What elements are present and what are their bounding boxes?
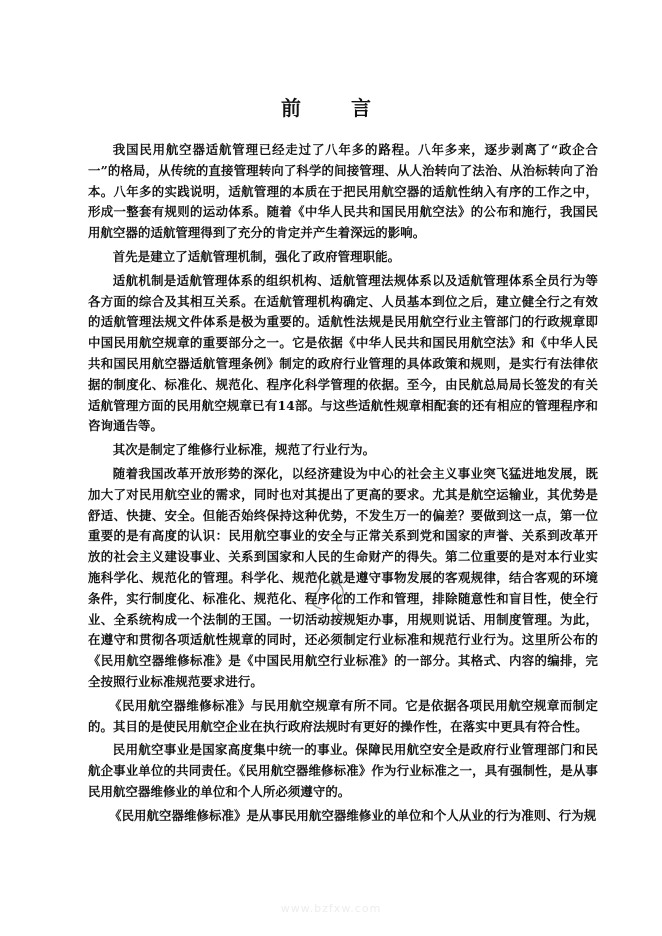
paragraph-heading-1: 首先是建立了适航管理机制，强化了政府管理职能。 (112, 248, 401, 264)
paragraph-standard-difference: 《民用航空器维修标准》与民用航空规章有所不同。它是依据各项民用航空规章而制定的。其目的是使民用航空企业在执行政府法规时有更好的操作性，在落实中更具有符合性。 (88, 697, 598, 734)
page-title: 前言 (281, 96, 421, 120)
handwritten-mark-image (302, 565, 360, 631)
watermark-text: www.bzfxw.com (280, 902, 382, 915)
paragraph-mechanism: 适航机制是适航管理体系的组织机构、适航管理法规体系以及适航管理体系全员行为等各方面的综合及其相互关系。在适航管理机构确定、人员基本到位之后，建立健全行之有效的适航管理法规文件体系是极为重要的。适航性法规是民用航空行业主管部门的行政规章即中国民用航空规章的重要部分之一。它是依据《中华人民共和国民用航空法》和《中华人民共和国民用航空器适航管理条例》制定的政府行业管理的具体政策和规则，是实行有法律依据的制度化、标准化、规范化、程序化科学管理的依据。至今，由民航总局局长签发的有关适航管理方面的民用航空规章已有14部。与这些适航性规章相配套的还有相应的管理程序和咨询通告等。 (88, 272, 598, 434)
paragraph-heading-2: 其次是制定了维修行业标准，规范了行业行为。 (112, 442, 376, 458)
paragraph-code-of-conduct: 《民用航空器维修标准》是从事民用航空器维修业的单位和个人从业的行为准则、行为规 (109, 807, 597, 823)
paragraph-reform: 随着我国改革开放形势的深化，以经济建设为中心的社会主义事业突飞猛进地发展，既加大了对民用航空业的需求，同时也对其提出了更高的要求。尤其是航空运输业，其优势是舒适、快捷、安全。但能否始终保持这种优势，不发生万一的偏差？要做到这一点，第一位重要的是有高度的认识：民用航空事业的安全与正常关系到党和国家的声誉、关系到改革开放的社会主义建设事业、关系到国家和人民的生命财产的得失。第二位重要的是对本行业实施科学化、规范化的管理。科学化、规范化就是遵守事物发展的客观规律，结合客观的环境条件，实行制度化、标准化、规范化、程序化的工作和管理，排除随意性和盲目性，使全行业、全系统构成一个法制的王国。一切活动按规矩办事，用规则说话、用制度管理。为此，在遵守和贯彻各项适航性规章的同时，还必须制定行业标准和规范行业行为。这里所公布的《民用航空器维修标准》是《中国民用航空行业标准》的一部分。其格式、内容的编排，完全按照行业标准规范要求进行。 (88, 465, 598, 689)
paragraph-intro: 我国民用航空器适航管理已经走过了八年多的路程。八年多来，逐步剥离了“政企合一”的格局，从传统的直接管理转向了科学的间接管理、从人治转向了法治、从治标转向了治本。八年多的实践说明，适航管理的本质在于把民用航空器的适航性纳入有序的工作之中，形成一整套有规则的运动体系。随着《中华人民共和国民用航空法》的公布和施行，我国民用航空器的适航管理得到了充分的肯定并产生着深远的影响。 (88, 142, 598, 241)
document-body (88, 140, 598, 830)
paragraph-safety: 民用航空事业是国家高度集中统一的事业。保障民用航空安全是政府行业管理部门和民航企事业单位的共同责任。《民用航空器维修标准》作为行业标准之一，具有强制性，是从事民用航空器维修业的单位和个人所必须遵守的。 (88, 742, 598, 799)
